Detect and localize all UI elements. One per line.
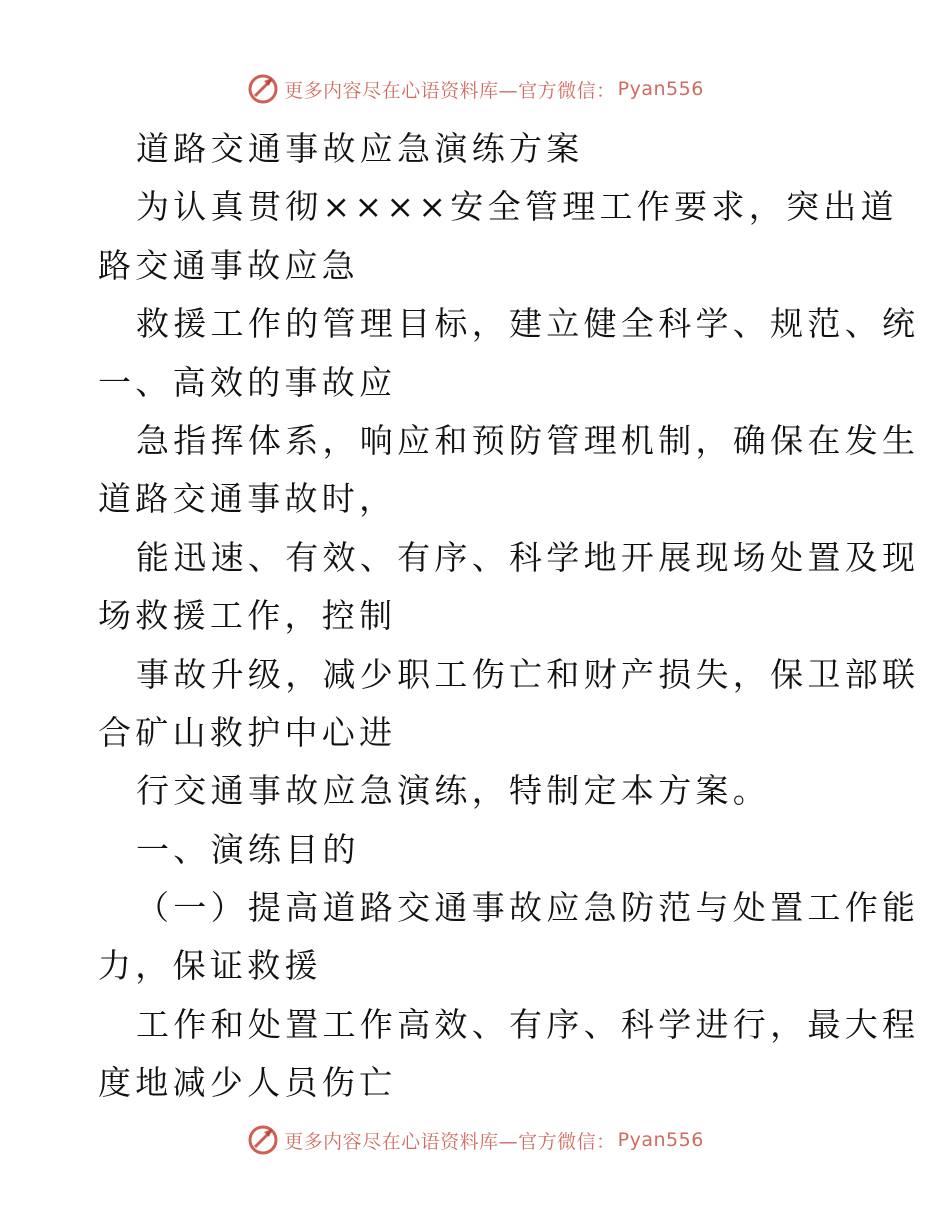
text-line: 事故升级，减少职工伤亡和财产损失，保卫部联: [136, 654, 920, 694]
watermark-text: 更多内容尽在心语资料库—官方微信：: [284, 79, 616, 102]
logo-icon: [246, 72, 280, 106]
document-body: [98, 120, 920, 1113]
text-line: 场救援工作，控制: [98, 596, 397, 636]
text-line: 为认真贯彻××××安全管理工作要求，突出道: [136, 187, 898, 227]
watermark-id: Pyan556: [617, 1129, 704, 1151]
text-line: 急指挥体系，响应和预防管理机制，确保在发生: [136, 420, 920, 460]
watermark-banner-top: [0, 72, 950, 106]
logo-icon: [246, 1123, 280, 1157]
watermark-text: 更多内容尽在心语资料库—官方微信：: [284, 1130, 616, 1153]
text-line: 救援工作的管理目标，建立健全科学、规范、统: [136, 304, 920, 344]
text-line: 道路交通事故时，: [98, 479, 397, 519]
text-line: 行交通事故应急演练，特制定本方案。: [136, 771, 771, 811]
text-line: 合矿山救护中心进: [98, 712, 397, 752]
text-line: 能迅速、有效、有序、科学地开展现场处置及现: [136, 537, 920, 577]
text-line: 力，保证救援: [98, 946, 322, 986]
text-line: 度地减少人员伤亡: [98, 1063, 397, 1103]
text-line: （一）提高道路交通事故应急防范与处置工作能: [136, 888, 920, 928]
watermark-banner-bottom: [0, 1123, 950, 1157]
text-line: 路交通事故应急: [98, 245, 360, 285]
watermark-id: Pyan556: [617, 78, 704, 100]
text-line: 工作和处置工作高效、有序、科学进行，最大程: [136, 1004, 920, 1044]
text-line: 一、高效的事故应: [98, 362, 397, 402]
text-line: 一、演练目的: [136, 829, 360, 869]
text-line: 道路交通事故应急演练方案: [136, 129, 584, 168]
